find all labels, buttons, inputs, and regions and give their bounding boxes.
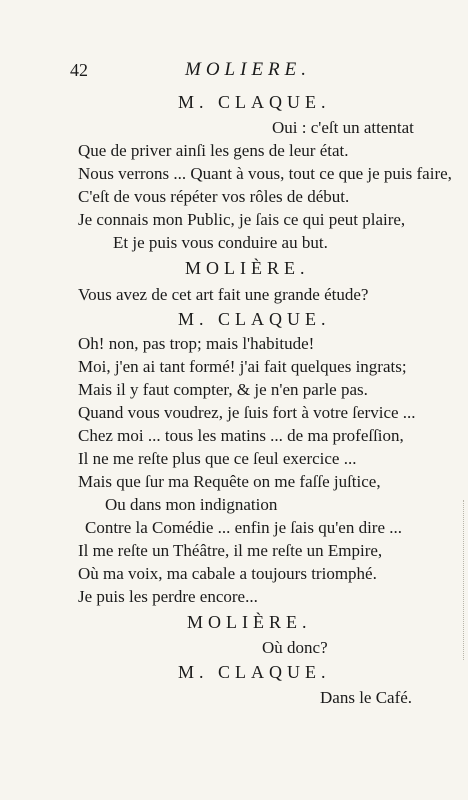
verse-line: Dans le Café. xyxy=(320,688,413,707)
running-head: MOLIERE. xyxy=(185,59,312,80)
verse-line: Oui : c'eſt un attentat xyxy=(272,118,414,137)
verse-line: C'eſt de vous répéter vos rôles de début. xyxy=(78,187,350,206)
verse-line: Chez moi ... tous les matins ... de ma profeſſion, xyxy=(78,426,404,445)
verse-line: Je puis les perdre encore... xyxy=(78,587,258,606)
verse-line: Ou dans mon indignation xyxy=(105,495,278,514)
speaker-heading: M. CLAQUE. xyxy=(178,309,331,329)
verse-line: Il ne me reſte plus que ce ſeul exercice ... xyxy=(78,449,357,468)
page-edge-marks xyxy=(461,500,464,660)
verse-line: Il me reſte un Théâtre, il me reſte un Empire, xyxy=(78,541,383,560)
verse-line: Que de priver ainſi les gens de leur état. xyxy=(78,141,349,160)
verse-line: Mais que ſur ma Requête on me faſſe juſtice, xyxy=(78,472,381,491)
verse-line: Je connais mon Public, je ſais ce qui peut plaire, xyxy=(78,210,406,229)
verse-line: Vous avez de cet art fait une grande étude? xyxy=(78,285,369,304)
verse-line: Où donc? xyxy=(262,638,328,657)
verse-line: Nous verrons ... Quant à vous, tout ce que je puis faire, xyxy=(78,164,452,183)
speaker-heading: M. CLAQUE. xyxy=(178,92,331,112)
verse-line: Mais il y faut compter, & je n'en parle pas. xyxy=(78,380,368,399)
verse-line: Où ma voix, ma cabale a toujours triomphé. xyxy=(78,564,377,583)
verse-line: Oh! non, pas trop; mais l'habitude! xyxy=(78,334,315,353)
page-number: 42 xyxy=(70,60,88,80)
verse-line: Et je puis vous conduire au but. xyxy=(113,233,328,252)
verse-line: Quand vous voudrez, je ſuis fort à votre ſervice ... xyxy=(78,403,416,422)
speaker-heading: MOLIÈRE. xyxy=(185,258,310,278)
speaker-heading: MOLIÈRE. xyxy=(187,612,312,632)
verse-line: Contre la Comédie ... enfin je ſais qu'en dire ... xyxy=(85,518,403,537)
verse-line: Moi, j'en ai tant formé! j'ai fait quelques ingrats; xyxy=(78,357,407,376)
speaker-heading: M. CLAQUE. xyxy=(178,662,331,682)
